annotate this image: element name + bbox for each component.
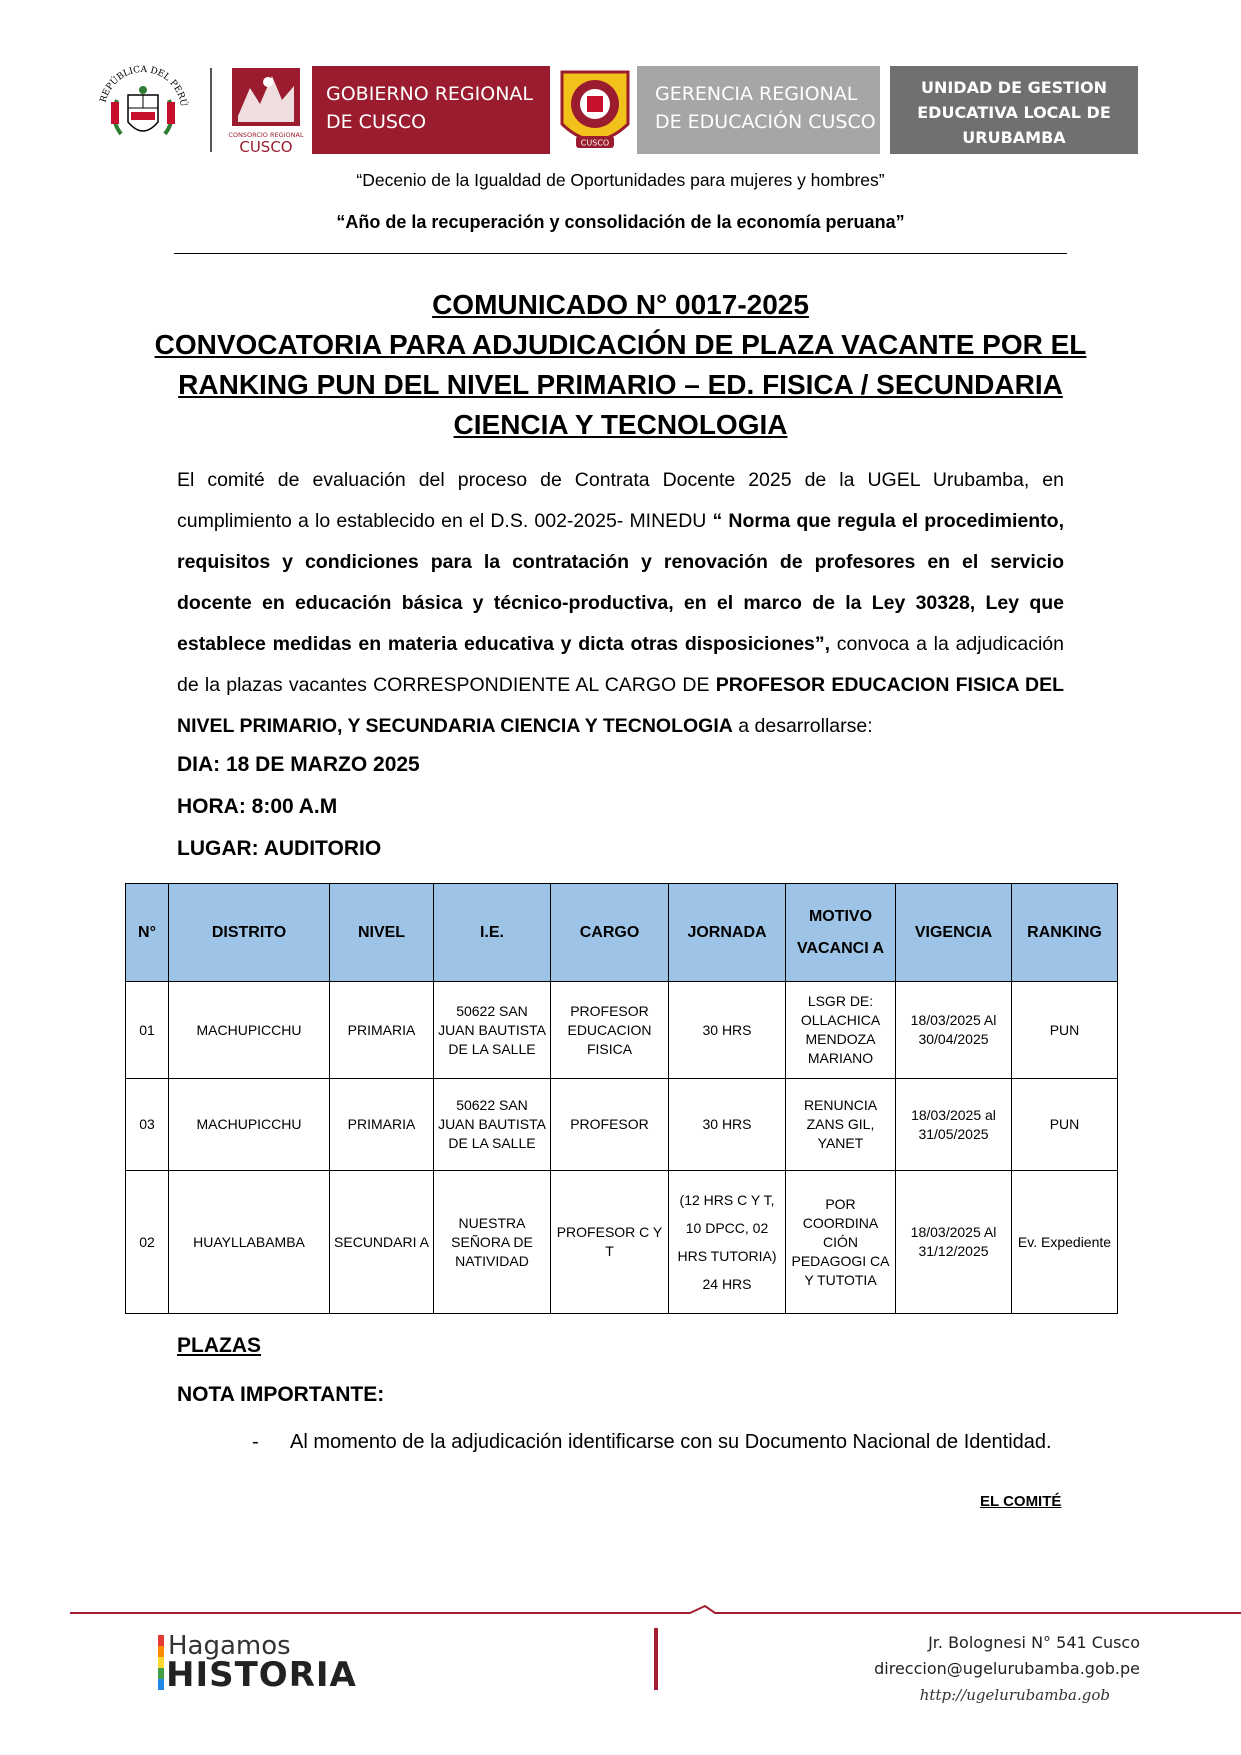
cell-ranking: PUN — [1012, 1079, 1118, 1171]
gerencia-line1: GERENCIA REGIONAL — [655, 83, 858, 105]
cell-jornada: (12 HRS C Y T, 10 DPCC, 02 HRS TUTORIA) 24 HRS — [669, 1171, 786, 1314]
event-day: DIA: 18 DE MARZO 2025 — [177, 753, 420, 776]
col-header-ie: I.E. — [434, 884, 551, 982]
ugel-line2: EDUCATIVA LOCAL DE — [917, 103, 1111, 122]
footer-vertical-bar — [654, 1628, 658, 1690]
cell-ie: 50622 SAN JUAN BAUTISTA DE LA SALLE — [434, 1079, 551, 1171]
peru-coat-of-arms-logo — [95, 60, 191, 155]
historia-text: HISTORIA — [166, 1655, 357, 1695]
cell-jornada: 30 HRS — [669, 1079, 786, 1171]
gerencia-seal-logo — [556, 64, 634, 158]
cell-cargo: PROFESOR — [551, 1079, 669, 1171]
plazas-label: PLAZAS — [177, 1334, 261, 1357]
ugel-box — [890, 66, 1138, 154]
ugel-line3: URUBAMBA — [962, 128, 1066, 147]
event-time: HORA: 8:00 A.M — [177, 795, 338, 818]
event-place: LUGAR: AUDITORIO — [177, 837, 382, 860]
title-line1: COMUNICADO N° 0017-2025 — [432, 289, 809, 320]
hagamos-text: Hagamos — [168, 1631, 291, 1661]
col-header-motivo: MOTIVO VACANCI A — [786, 884, 896, 982]
cusco-regional-logo — [228, 66, 304, 156]
header-divider — [210, 68, 212, 152]
cargo-name: PROFESOR EDUCACION FISICA DEL NIVEL PRIMARIO, Y SECUNDARIA CIENCIA Y TECNOLOGIA — [177, 674, 1065, 737]
cell-distrito: MACHUPICCHU — [169, 982, 330, 1079]
cell-jornada: 30 HRS — [669, 982, 786, 1079]
table-row — [126, 1079, 1118, 1171]
title-line2: CONVOCATORIA PARA ADJUDICACIÓN DE PLAZA VACANTE POR EL — [154, 329, 1087, 360]
col-header-ranking: RANKING — [1012, 884, 1118, 982]
cell-distrito: HUAYLLABAMBA — [169, 1171, 330, 1314]
cell-cargo: PROFESOR EDUCACION FISICA — [551, 982, 669, 1079]
footer-email[interactable]: direccion@ugelurubamba.gob.pe — [874, 1659, 1140, 1678]
cell-ie: 50622 SAN JUAN BAUTISTA DE LA SALLE — [434, 982, 551, 1079]
document-title — [150, 285, 1091, 445]
col-header-jornada: JORNADA — [669, 884, 786, 982]
cell-nivel: SECUNDARI A — [330, 1171, 434, 1314]
anio-motto: “Año de la recuperación y consolidación de la economía peruana” — [336, 212, 905, 232]
cell-motivo: LSGR DE: OLLACHICA MENDOZA MARIANO — [786, 982, 896, 1079]
cell-distrito: MACHUPICCHU — [169, 1079, 330, 1171]
intro-text-3: a desarrollarse: — [732, 715, 873, 737]
cell-numero: 03 — [126, 1079, 169, 1171]
intro-paragraph — [177, 460, 1064, 747]
svg-text:CUSCO: CUSCO — [239, 138, 293, 156]
nota-importante-heading: NOTA IMPORTANTE: — [177, 1383, 385, 1406]
footer-address: Jr. Bolognesi N° 541 Cusco — [928, 1633, 1140, 1652]
col-header-vigencia: VIGENCIA — [896, 884, 1012, 982]
cell-vigencia: 18/03/2025 al 31/05/2025 — [896, 1079, 1012, 1171]
footer-contact — [860, 1630, 1140, 1682]
ugel-line1: UNIDAD DE GESTION — [920, 78, 1108, 97]
gobierno-line1: GOBIERNO REGIONAL — [326, 83, 534, 105]
cell-numero: 02 — [126, 1171, 169, 1314]
gobierno-regional-box — [312, 66, 550, 154]
intro-text-2: convoca a la adjudicación de la plazas vacantes CORRESPONDIENTE AL CARGO DE — [177, 633, 1064, 696]
col-header-cargo: CARGO — [551, 884, 669, 982]
svg-text:CUSCO: CUSCO — [580, 138, 610, 148]
footer-line — [70, 1603, 1241, 1617]
title-line4: CIENCIA Y TECNOLOGIA — [453, 409, 788, 440]
bullet-dash: - — [252, 1431, 259, 1453]
gerencia-regional-box — [637, 66, 880, 154]
cell-ranking: PUN — [1012, 982, 1118, 1079]
cell-vigencia: 18/03/2025 Al 30/04/2025 — [896, 982, 1012, 1079]
cell-motivo: RENUNCIA ZANS GIL, YANET — [786, 1079, 896, 1171]
cell-nivel: PRIMARIA — [330, 982, 434, 1079]
table-row — [126, 982, 1118, 1079]
header-rule — [174, 253, 1067, 254]
nota-text: Al momento de la adjudicación identificarse con su Documento Nacional de Identidad. — [290, 1431, 1052, 1453]
table-header-row — [126, 884, 1118, 982]
cell-motivo: POR COORDINA CIÓN PEDAGOGI CA Y TUTOTIA — [786, 1171, 896, 1314]
norma-name: “ Norma que regula el procedimiento, requisitos y condiciones para la contratación y renovación de profesores en el servicio docente en educación básica y técnico-productiva, en el marco de la Ley 30328, Ley que establece medidas en materia educativa y dicta otras disposiciones”, — [177, 510, 1064, 655]
cell-cargo: PROFESOR C Y T — [551, 1171, 669, 1314]
title-line3: RANKING PUN DEL NIVEL PRIMARIO – ED. FISICA / SECUNDARIA — [178, 369, 1063, 400]
svg-text:CONSORCIO REGIONAL: CONSORCIO REGIONAL — [228, 131, 304, 139]
col-header-nivel: NIVEL — [330, 884, 434, 982]
cell-ranking: Ev. Expediente — [1012, 1171, 1118, 1314]
footer-url[interactable]: http://ugelurubamba.gob — [919, 1686, 1110, 1704]
decenio-motto: “Decenio de la Igualdad de Oportunidades para mujeres y hombres” — [356, 170, 885, 190]
cell-nivel: PRIMARIA — [330, 1079, 434, 1171]
gerencia-line2: DE EDUCACIÓN CUSCO — [655, 111, 876, 133]
cell-vigencia: 18/03/2025 Al 31/12/2025 — [896, 1171, 1012, 1314]
col-header-distrito: DISTRITO — [169, 884, 330, 982]
plazas-table — [125, 883, 1118, 1314]
intro-text-1: El comité de evaluación del proceso de Contrata Docente 2025 de la UGEL Urubamba, en cumplimiento a lo establecido en el D.S. 002-2025- MINEDU — [177, 469, 1064, 532]
cell-ie: NUESTRA SEÑORA DE NATIVIDAD — [434, 1171, 551, 1314]
table-row — [126, 1171, 1118, 1314]
hagamos-color-bar — [158, 1635, 164, 1690]
cell-numero: 01 — [126, 982, 169, 1079]
svg-text:REPÚBLICA DEL PERÚ: REPÚBLICA DEL PERÚ — [98, 64, 188, 108]
col-header-numero: N° — [126, 884, 169, 982]
signature-comite: EL COMITÉ — [980, 1493, 1062, 1510]
gobierno-line2: DE CUSCO — [326, 111, 427, 133]
